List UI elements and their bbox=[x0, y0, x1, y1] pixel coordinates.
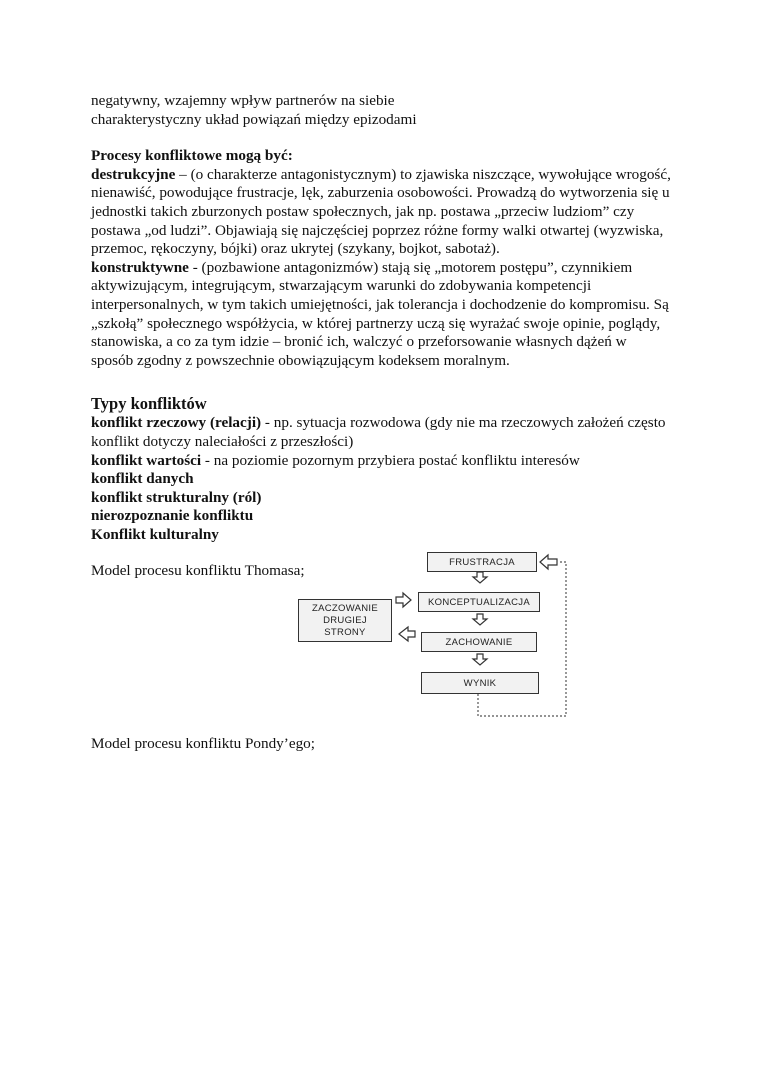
term-danych: konflikt danych bbox=[91, 470, 194, 488]
box-frustracja: FRUSTRACJA bbox=[427, 552, 537, 572]
document-body bbox=[91, 92, 671, 581]
thomas-diagram bbox=[290, 548, 580, 723]
box-zaczowanie-drugiej-strony bbox=[298, 599, 392, 642]
term-nierozpoznanie: nierozpoznanie konfliktu bbox=[91, 507, 254, 525]
term-rzeczowy: konflikt rzeczowy (relacji) bbox=[91, 414, 262, 432]
down-arrow-icon bbox=[473, 572, 487, 583]
box-zachowanie: ZACHOWANIE bbox=[421, 632, 537, 652]
definition-rzeczowy: - np. sytuacja rozwodowa (gdy nie ma rzeczowych założeń często konflikt dotyczy naleciałości z przeszłości) bbox=[91, 414, 666, 450]
term-konstruktywne: konstruktywne bbox=[91, 258, 189, 276]
term-wartosci: konflikt wartości bbox=[91, 451, 202, 469]
pondy-caption: Model procesu konfliktu Pondy’ego; bbox=[91, 735, 315, 752]
box-line: STRONY bbox=[324, 626, 366, 638]
text-line: charakterystyczny układ powiązań między epizodami bbox=[91, 110, 417, 128]
left-arrow-icon bbox=[540, 555, 557, 569]
definition-konstruktywne: - (pozbawione antagonizmów) stają się „motorem postępu”, czynnikiem aktywizującym, integrującym, stwarzającym warunki do zdobywania kompetencji interpersonalnych, w tym takich umiejętności, jak tolerancja i dochodzenie do kompromisu. Są „szkołą” społecznego współżycia, w której partnerzy uczą się wyrażać swoje opinie, poglądy, stanowiska, a co za tym idzie – bronić ich, walczyć o przeforsowanie własnych dążeń w sposób zgodny z powszechnie obowiązującym kodeksem moralnym. bbox=[91, 258, 669, 369]
right-arrow-icon bbox=[396, 593, 411, 607]
box-line: ZACZOWANIE bbox=[312, 602, 378, 614]
paragraph-destrukcyjne bbox=[91, 166, 671, 259]
box-wynik: WYNIK bbox=[421, 672, 539, 694]
text-line: negatywny, wzajemny wpływ partnerów na siebie bbox=[91, 92, 395, 109]
paragraph-rzeczowy bbox=[91, 414, 671, 451]
definition-destrukcyjne: – (o charakterze antagonistycznym) to zjawiska niszczące, wywołujące wrogość, nienawiść, powodujące frustracje, lęk, zaburzenia osobowości. Prowadzą do wytworzenia się u jednostki takich zburzonych postaw społecznych, jak np. postawa „przeciw ludziom” czy postawa „od ludzi”. Objawiają się najczęściej poprzez różne formy walki otwartej (wyzwiska, przemoc, rękoczyny, bójki) oraz ukrytej (szykany, bojkot, sabotaż). bbox=[91, 165, 671, 258]
term-strukturalny: konflikt strukturalny (ról) bbox=[91, 488, 262, 506]
section-heading-procesy: Procesy konfliktowe mogą być: bbox=[91, 147, 293, 165]
term-kulturalny: Konflikt kulturalny bbox=[91, 525, 219, 543]
thomas-caption: Model procesu konfliktu Thomasa; bbox=[91, 562, 305, 580]
term-destrukcyjne: destrukcyjne bbox=[91, 165, 176, 183]
section-heading-typy: Typy konfliktów bbox=[91, 394, 207, 414]
down-arrow-icon bbox=[473, 614, 487, 625]
down-arrow-icon bbox=[473, 654, 487, 665]
paragraph-wartosci bbox=[91, 452, 671, 471]
definition-wartosci: - na poziomie pozornym przybiera postać konfliktu interesów bbox=[201, 451, 580, 469]
paragraph-konstruktywne bbox=[91, 259, 671, 371]
left-arrow-icon bbox=[399, 627, 415, 641]
box-konceptualizacja: KONCEPTUALIZACJA bbox=[418, 592, 540, 612]
box-line: DRUGIEJ bbox=[323, 614, 367, 626]
